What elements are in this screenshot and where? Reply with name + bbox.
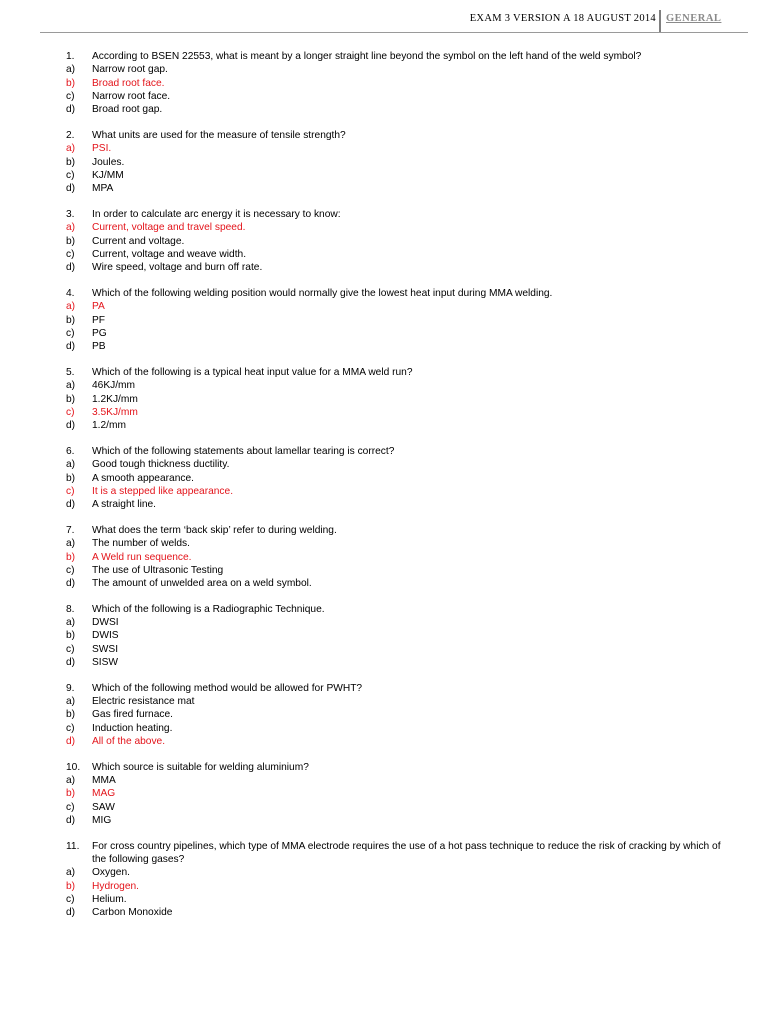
- question-text: Which of the following method would be allowed for PWHT?: [92, 682, 363, 694]
- option-letter: b): [66, 630, 76, 642]
- option-letter: c): [66, 894, 75, 906]
- answer-option: [66, 169, 726, 182]
- answer-option: [66, 498, 726, 511]
- option-letter: b): [66, 880, 76, 892]
- answer-option: [66, 708, 726, 721]
- answer-option: [66, 340, 726, 353]
- question-block: [66, 761, 726, 827]
- header-title: EXAM 3 VERSION A 18 AUGUST 2014: [469, 13, 656, 24]
- answer-option-correct: [66, 221, 726, 234]
- option-letter: c): [66, 564, 75, 576]
- option-text: Electric resistance mat: [92, 696, 195, 708]
- option-text: PG: [92, 327, 107, 339]
- option-letter: a): [66, 775, 76, 787]
- option-text: SAW: [92, 801, 115, 813]
- question-line: [66, 603, 726, 616]
- option-text: DWIS: [92, 630, 119, 642]
- option-letter: c): [66, 248, 75, 260]
- option-letter: b): [66, 709, 76, 721]
- option-text: PF: [92, 314, 106, 326]
- question-line: [66, 524, 726, 537]
- answer-option: [66, 327, 726, 340]
- option-letter: c): [66, 722, 75, 734]
- option-letter: b): [66, 77, 76, 89]
- answer-option-correct: [66, 142, 726, 155]
- option-text: KJ/MM: [92, 169, 124, 181]
- answer-option: [66, 577, 726, 590]
- question-number: 6.: [66, 445, 75, 457]
- option-text: PB: [92, 341, 106, 353]
- option-text: Current and voltage.: [92, 235, 185, 247]
- option-letter: b): [66, 235, 76, 247]
- answer-option-correct: [66, 77, 726, 90]
- option-letter: d): [66, 815, 76, 827]
- question-number: 2.: [66, 129, 75, 141]
- option-letter: c): [66, 169, 75, 181]
- answer-option: [66, 419, 726, 432]
- option-text: The number of welds.: [92, 538, 190, 550]
- option-text: A smooth appearance.: [92, 472, 194, 484]
- option-text: MAG: [92, 788, 116, 800]
- option-text: Helium.: [92, 894, 127, 906]
- question-block: [66, 129, 726, 195]
- option-letter: c): [66, 406, 75, 418]
- question-line: [66, 445, 726, 458]
- option-text: Hydrogen.: [92, 880, 140, 892]
- question-line: [66, 50, 726, 63]
- answer-option: [66, 103, 726, 116]
- option-letter: b): [66, 788, 76, 800]
- question-number: 4.: [66, 287, 75, 299]
- option-text: It is a stepped like appearance.: [92, 485, 234, 497]
- answer-option: [66, 906, 726, 919]
- answer-option: [66, 537, 726, 550]
- option-text: Gas fired furnace.: [92, 709, 173, 721]
- option-text: Narrow root face.: [92, 90, 171, 102]
- answer-option: [66, 235, 726, 248]
- option-letter: d): [66, 907, 76, 919]
- option-text: A straight line.: [92, 499, 156, 511]
- header-rule: [40, 32, 748, 33]
- option-letter: a): [66, 64, 76, 76]
- answer-option: [66, 472, 726, 485]
- option-text: SISW: [92, 657, 119, 669]
- option-letter: c): [66, 327, 75, 339]
- option-text: PA: [92, 301, 105, 313]
- question-block: [66, 287, 726, 353]
- option-letter: c): [66, 643, 75, 655]
- question-number: 1.: [66, 51, 75, 62]
- answer-option: [66, 656, 726, 669]
- option-text: DWSI: [92, 617, 119, 629]
- option-letter: a): [66, 696, 76, 708]
- question-number: 11.: [66, 840, 80, 852]
- answer-option: [66, 182, 726, 195]
- answer-option: [66, 379, 726, 392]
- option-text: Current, voltage and travel speed.: [92, 222, 246, 234]
- answer-option: [66, 314, 726, 327]
- option-text: Carbon Monoxide: [92, 907, 173, 919]
- option-letter: c): [66, 90, 75, 102]
- option-text: PSI.: [92, 143, 112, 155]
- option-letter: d): [66, 578, 76, 590]
- option-letter: d): [66, 341, 76, 353]
- option-text: Wire speed, voltage and burn off rate.: [92, 262, 263, 274]
- answer-option: [66, 458, 726, 471]
- option-text: The use of Ultrasonic Testing: [92, 564, 224, 576]
- option-letter: d): [66, 262, 76, 274]
- option-text: MMA: [92, 775, 116, 787]
- question-number: 8.: [66, 603, 75, 615]
- answer-option: [66, 156, 726, 169]
- answer-option: [66, 248, 726, 261]
- question-block: [66, 840, 726, 920]
- option-text: The amount of unwelded area on a weld symbol.: [92, 578, 312, 590]
- option-letter: a): [66, 380, 76, 392]
- answer-option-correct: [66, 485, 726, 498]
- question-text: Which source is suitable for welding aluminium?: [92, 761, 309, 773]
- option-letter: a): [66, 538, 76, 550]
- option-text: Current, voltage and weave width.: [92, 248, 247, 260]
- answer-option: [66, 866, 726, 879]
- question-text: Which of the following welding position would normally give the lowest heat input during MMA welding.: [92, 287, 553, 299]
- option-letter: b): [66, 472, 76, 484]
- question-line: [66, 208, 726, 221]
- question-block: [66, 208, 726, 274]
- answer-option: [66, 63, 726, 76]
- question-line: [66, 761, 726, 774]
- option-letter: d): [66, 657, 76, 669]
- option-letter: c): [66, 485, 75, 497]
- option-text: Oxygen.: [92, 867, 130, 879]
- option-letter: d): [66, 420, 76, 432]
- question-number: 7.: [66, 524, 75, 536]
- answer-option: [66, 695, 726, 708]
- answer-option: [66, 564, 726, 577]
- answer-option-correct: [66, 551, 726, 564]
- question-text: For cross country pipelines, which type of MMA electrode requires the use of a hot pass technique to reduce the risk of cracking by which of the following gases?: [92, 840, 721, 866]
- answer-option: [66, 393, 726, 406]
- option-text: Good tough thickness ductility.: [92, 459, 230, 471]
- question-text: What units are used for the measure of tensile strength?: [92, 129, 346, 141]
- answer-option: [66, 90, 726, 103]
- header-tag: GENERAL: [666, 13, 722, 24]
- header-divider: [659, 10, 661, 32]
- option-letter: a): [66, 222, 76, 234]
- question-block: [66, 524, 726, 590]
- question-number: 9.: [66, 682, 75, 694]
- answer-option-correct: [66, 300, 726, 313]
- option-text: A Weld run sequence.: [92, 551, 192, 563]
- question-block: [66, 603, 726, 669]
- answer-option-correct: [66, 406, 726, 419]
- answer-option-correct: [66, 735, 726, 748]
- option-text: SWSI: [92, 643, 119, 655]
- option-text: 46KJ/mm: [92, 380, 136, 392]
- option-text: Joules.: [92, 156, 125, 168]
- question-text: Which of the following statements about lamellar tearing is correct?: [92, 445, 395, 457]
- option-text: Broad root face.: [92, 77, 165, 89]
- question-number: 3.: [66, 208, 75, 220]
- question-text: According to BSEN 22553, what is meant by a longer straight line beyond the symbol on the left hand of the weld symbol?: [92, 51, 642, 62]
- question-block: [66, 682, 726, 748]
- option-text: 3.5KJ/mm: [92, 406, 138, 418]
- question-text: Which of the following is a typical heat input value for a MMA weld run?: [92, 366, 413, 378]
- option-text: MPA: [92, 183, 114, 195]
- answer-option: [66, 629, 726, 642]
- question-line: [66, 287, 726, 300]
- option-letter: a): [66, 301, 76, 313]
- option-letter: b): [66, 393, 76, 405]
- option-letter: d): [66, 499, 76, 511]
- option-text: Narrow root gap.: [92, 64, 168, 76]
- question-line: [66, 840, 726, 867]
- option-letter: d): [66, 736, 76, 748]
- option-letter: a): [66, 867, 76, 879]
- question-line: [66, 129, 726, 142]
- option-text: All of the above.: [92, 736, 166, 748]
- question-block: [66, 445, 726, 511]
- page-header: [0, 10, 768, 34]
- option-text: Induction heating.: [92, 722, 173, 734]
- option-text: Broad root gap.: [92, 104, 163, 116]
- option-letter: b): [66, 314, 76, 326]
- answer-option: [66, 774, 726, 787]
- option-letter: a): [66, 617, 76, 629]
- option-letter: a): [66, 143, 76, 155]
- question-number: 10.: [66, 761, 81, 773]
- question-block: [66, 50, 726, 116]
- answer-option: [66, 814, 726, 827]
- answer-option: [66, 261, 726, 274]
- option-letter: d): [66, 183, 76, 195]
- question-line: [66, 682, 726, 695]
- question-line: [66, 366, 726, 379]
- answer-option: [66, 643, 726, 656]
- question-text: What does the term ‘back skip’ refer to during welding.: [92, 524, 337, 536]
- answer-option: [66, 722, 726, 735]
- answer-option: [66, 893, 726, 906]
- question-number: 5.: [66, 366, 75, 378]
- option-text: 1.2KJ/mm: [92, 393, 138, 405]
- question-text: Which of the following is a Radiographic Technique.: [92, 603, 325, 615]
- answer-option-correct: [66, 880, 726, 893]
- answer-option: [66, 616, 726, 629]
- answer-option: [66, 801, 726, 814]
- question-block: [66, 366, 726, 432]
- option-letter: a): [66, 459, 76, 471]
- option-letter: b): [66, 551, 76, 563]
- option-letter: c): [66, 801, 75, 813]
- option-letter: b): [66, 156, 76, 168]
- question-list: [66, 50, 726, 932]
- question-text: In order to calculate arc energy it is necessary to know:: [92, 208, 341, 220]
- option-letter: d): [66, 104, 76, 116]
- option-text: 1.2/mm: [92, 420, 126, 432]
- answer-option-correct: [66, 787, 726, 800]
- option-text: MIG: [92, 815, 112, 827]
